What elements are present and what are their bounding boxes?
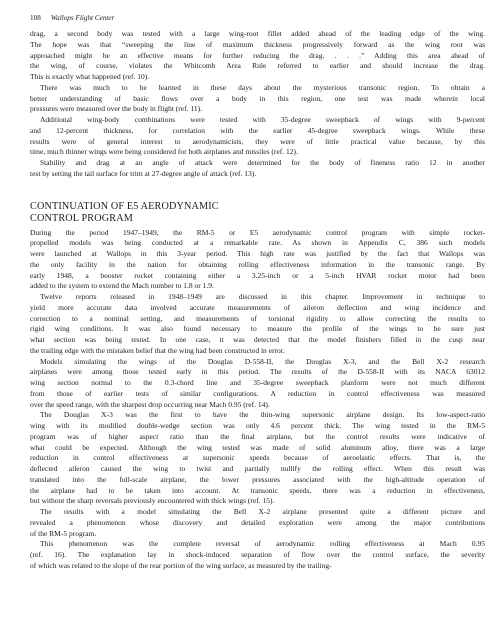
- section-body-2: [30, 228, 485, 572]
- text-line: program was of higher aspect ratio than the final airplane, but the control results were indicative of: [30, 431, 485, 441]
- text-line: were launched at Wallops in this 3-year period. This high rate was justified by the fact that Wallops was: [30, 249, 485, 258]
- text-line: wing with its modified double-wedge section was only 4.6 percent thick. The wing tested in the RM-5: [30, 421, 485, 430]
- text-line: Additional wing-body combinations were tested with 35-degree sweepback of wings with 9-percent: [40, 115, 485, 124]
- text-line: over the speed range, with the sharpest drop occurring near Mach 0.95 (ref. 14).: [30, 399, 270, 409]
- section-heading-line-1: CONTINUATION OF E5 AERODYNAMIC: [30, 200, 219, 212]
- text-line: The hope was that “sweeping the line of maximum thickness progressively forward as the wing root was: [30, 39, 485, 49]
- text-line: airplanes were among those tested early in this period. The results of the D-558-II with its NACA 63012: [30, 367, 485, 377]
- page-number: 108: [30, 14, 41, 22]
- paragraph: [30, 83, 485, 115]
- text-line: wing section normal to the 0.3-chord line and 35-degree sweepback planform were not much different: [30, 378, 485, 387]
- text-line: test by setting the tail surface for trim at 27-degree angle of attack (ref. 13).: [30, 168, 257, 178]
- text-line: drag, a second body was tested with a large wing-root fillet added ahead of the leading edge of the wing.: [30, 29, 485, 38]
- text-line: This phenomenon was the complete reversal of aerodynamic rolling effectiveness at Mach 0.95: [40, 539, 485, 549]
- text-line: Twelve reports released in 1948–1949 are discussed in this chapter. Improvement in technique to: [40, 292, 485, 301]
- text-line: The Douglas X-3 was the first to have the thin-wing supersonic airplane design. Its low-aspect-ratio: [40, 410, 485, 420]
- text-line: added to the system to extend the Mach number to 1.8 or 1.9.: [30, 281, 214, 291]
- text-line: approached might be an effective means for further reducing the drag. . . .” Adding this area ahead of: [30, 50, 485, 60]
- text-line: of the RM-5 program.: [30, 528, 97, 538]
- text-line: but without the sharp reversals previously encountered with thick wings (ref. 15).: [30, 496, 275, 506]
- text-line: what section was being tested. In one case, it was detected that the model finishers filled in the cusp near: [30, 335, 485, 344]
- text-line: revealed a phenomenon whose discovery and detailed exploration were among the major contributions: [30, 517, 485, 527]
- text-line: and 12-percent thickness, for correlation with the earlier 45-degree sweepback wings. While these: [30, 125, 485, 135]
- text-line: time, much thinner wings were being considered for both airplanes and missiles (ref. 12).: [30, 147, 298, 157]
- text-line: the airplane had to be taken into account. At transonic speeds, there was a reduction in effectiveness,: [30, 485, 485, 495]
- text-line: from those of earlier tests of similar configurations. A reduction in control effectiveness was measured: [30, 388, 485, 398]
- text-line: of which was related to the slope of the rear portion of the wing surface, as measured by the trailing-: [30, 560, 332, 570]
- section-body-1: [30, 29, 485, 180]
- paragraph: [30, 158, 485, 180]
- text-line: propelled models was being conducted at a remarkable rate. As shown in Appendix C, 386 such models: [30, 238, 485, 248]
- text-line: translated into the full-scale airplane, the lower pressures associated with the high-altitude operation of: [30, 474, 485, 484]
- document-page: [30, 13, 485, 572]
- text-line: rigid wing conditions. It was also found necessary to measure the profile of the wings to be sure just: [30, 324, 485, 334]
- paragraph: [30, 292, 485, 357]
- text-line: yield more accurate data involved accurate measurements of aileron deflection and wing incidence and: [30, 302, 485, 312]
- text-line: the only facility in the nation for obtaining rolling effectiveness information in the transonic range. By: [30, 259, 485, 269]
- text-line: Stability and drag at an angle of attack were determined for the body of fineness ratio 12 in another: [40, 158, 485, 167]
- text-line: deflected aileron caused the wing to twist and partially nullify the rolling effect. When this result was: [30, 464, 485, 473]
- text-line: (ref. 16). The explanation lay in shock-induced separation of flow over the control surface, the severity: [30, 550, 485, 559]
- text-line: pressures were measured over the body in flight (ref. 11).: [30, 104, 202, 114]
- paragraph: [30, 410, 485, 507]
- text-line: This is exactly what happened (ref. 10).: [30, 72, 150, 81]
- paragraph: [30, 115, 485, 158]
- text-line: The results with a model simulating the Bell X-2 airplane presented quite a different picture and: [40, 507, 485, 516]
- text-line: correction to a nominal setting, and measurements of torsional rigidity to allow correcting the results to: [30, 313, 485, 323]
- text-line: reduction in control effectiveness at supersonic speeds because of aeroelastic effects. That is, the: [30, 453, 485, 463]
- text-line: what could be expected. Although the wing tested was made of solid aluminum alloy, there was a large: [30, 442, 485, 452]
- text-line: the wing, of course, violates the Whitcomb Area Rule referred to earlier and should increase the drag.: [30, 61, 485, 71]
- paragraph: [30, 29, 485, 83]
- running-head: [30, 13, 485, 23]
- section-heading: [30, 201, 485, 225]
- running-title: Wallops Flight Center: [50, 14, 115, 22]
- text-line: During the period 1947–1949, the RM-5 or E5 aerodynamic control program with simple rocket-: [30, 227, 485, 237]
- text-line: There was much to be learned in these days about the mysterious transonic region. To obtain a: [40, 82, 485, 92]
- section-heading-line-2: CONTROL PROGRAM: [30, 212, 133, 224]
- text-line: results were of general interest to aerodynamicists, they were of little practical value because, by this: [30, 136, 485, 146]
- paragraph: [30, 228, 485, 293]
- text-line: early 1948, a booster rocket containing either a 3.25-inch or a 5-inch HVAR rocket motor had been: [30, 270, 485, 280]
- text-line: the trailing edge with the mistaken belief that the wing had been constructed in error.: [30, 345, 285, 355]
- paragraph: [30, 507, 485, 539]
- paragraph: [30, 357, 485, 411]
- text-line: better understanding of basic flows over a body in this region, one test was made wherein local: [30, 93, 485, 103]
- paragraph: [30, 539, 485, 571]
- text-line: Models simulating the wings of the Douglas D-558-II, the Douglas X-3, and the Bell X-2 research: [40, 356, 485, 366]
